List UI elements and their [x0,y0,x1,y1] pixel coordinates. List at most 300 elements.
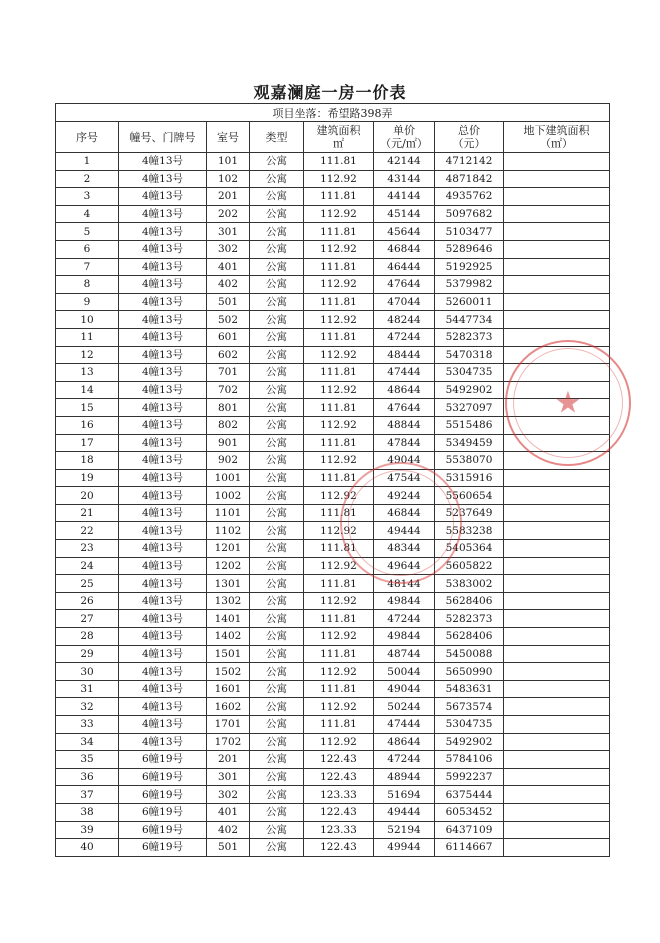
table-row [56,205,610,223]
cell-area: 111.81 [304,504,374,522]
cell-building: 4幢13号 [119,328,207,346]
cell-underground-area [504,346,610,364]
cell-underground-area [504,733,610,751]
cell-unit-price: 48644 [374,733,435,751]
cell-room: 1402 [207,628,250,646]
cell-total-price: 5784106 [435,751,504,769]
cell-unit-price: 49944 [374,839,435,857]
cell-building: 4幢13号 [119,311,207,329]
cell-building: 4幢13号 [119,346,207,364]
table-row [56,188,610,206]
cell-unit-price: 52194 [374,821,435,839]
cell-area: 112.92 [304,276,374,294]
cell-unit-price: 48244 [374,311,435,329]
table-row [56,381,610,399]
cell-room: 1701 [207,716,250,734]
cell-unit-price: 49244 [374,487,435,505]
cell-unit-price: 47844 [374,434,435,452]
cell-total-price: 5192925 [435,258,504,276]
cell-unit-price: 50044 [374,663,435,681]
cell-total-price: 4712142 [435,153,504,171]
table-row [56,592,610,610]
cell-room: 802 [207,416,250,434]
cell-type: 公寓 [250,293,304,311]
table-row [56,504,610,522]
table-row [56,821,610,839]
cell-area: 111.81 [304,434,374,452]
cell-underground-area [504,839,610,857]
cell-unit-price: 45644 [374,223,435,241]
cell-total-price: 5492902 [435,733,504,751]
cell-area: 112.92 [304,240,374,258]
cell-underground-area [504,328,610,346]
cell-seq: 39 [56,821,119,839]
cell-room: 202 [207,205,250,223]
cell-room: 501 [207,293,250,311]
cell-seq: 36 [56,768,119,786]
cell-room: 1601 [207,680,250,698]
cell-room: 401 [207,258,250,276]
table-row [56,364,610,382]
cell-building: 4幢13号 [119,364,207,382]
table-row [56,663,610,681]
header-underground-area: 地下建筑面积 （㎡） [504,122,610,153]
cell-area: 111.81 [304,575,374,593]
cell-type: 公寓 [250,346,304,364]
cell-seq: 17 [56,434,119,452]
cell-building: 6幢19号 [119,821,207,839]
table-row [56,575,610,593]
table-row [56,153,610,171]
cell-room: 302 [207,240,250,258]
cell-underground-area [504,680,610,698]
cell-unit-price: 48144 [374,575,435,593]
cell-total-price: 5349459 [435,434,504,452]
cell-building: 4幢13号 [119,258,207,276]
table-row [56,768,610,786]
cell-total-price: 5605822 [435,557,504,575]
cell-underground-area [504,381,610,399]
cell-room: 401 [207,803,250,821]
cell-underground-area [504,416,610,434]
cell-building: 4幢13号 [119,293,207,311]
cell-area: 111.81 [304,399,374,417]
table-row [56,328,610,346]
cell-total-price: 5515486 [435,416,504,434]
cell-total-price: 5483631 [435,680,504,698]
table-row [56,434,610,452]
cell-unit-price: 48344 [374,540,435,558]
cell-room: 402 [207,276,250,294]
cell-total-price: 5992237 [435,768,504,786]
cell-room: 1101 [207,504,250,522]
cell-seq: 9 [56,293,119,311]
cell-seq: 3 [56,188,119,206]
cell-building: 4幢13号 [119,487,207,505]
cell-underground-area [504,821,610,839]
cell-seq: 21 [56,504,119,522]
cell-underground-area [504,768,610,786]
cell-type: 公寓 [250,399,304,417]
cell-unit-price: 46844 [374,240,435,258]
cell-underground-area [504,469,610,487]
table-row [56,170,610,188]
table-row [56,540,610,558]
cell-building: 4幢13号 [119,434,207,452]
cell-type: 公寓 [250,223,304,241]
cell-area: 112.92 [304,733,374,751]
cell-unit-price: 47444 [374,364,435,382]
cell-room: 301 [207,223,250,241]
cell-unit-price: 48744 [374,645,435,663]
cell-underground-area [504,645,610,663]
table-row [56,522,610,540]
cell-area: 111.81 [304,258,374,276]
cell-unit-price: 44144 [374,188,435,206]
table-row [56,751,610,769]
cell-total-price: 5673574 [435,698,504,716]
cell-building: 4幢13号 [119,663,207,681]
cell-building: 4幢13号 [119,469,207,487]
cell-type: 公寓 [250,328,304,346]
cell-unit-price: 46444 [374,258,435,276]
cell-building: 4幢13号 [119,504,207,522]
cell-seq: 16 [56,416,119,434]
cell-total-price: 5289646 [435,240,504,258]
cell-area: 112.92 [304,487,374,505]
cell-area: 112.92 [304,628,374,646]
cell-seq: 29 [56,645,119,663]
cell-seq: 18 [56,452,119,470]
cell-building: 4幢13号 [119,416,207,434]
cell-area: 123.33 [304,821,374,839]
table-row [56,416,610,434]
cell-total-price: 5447734 [435,311,504,329]
cell-underground-area [504,698,610,716]
header-total-price: 总价 （元） [435,122,504,153]
cell-total-price: 5405364 [435,540,504,558]
cell-building: 4幢13号 [119,205,207,223]
cell-type: 公寓 [250,434,304,452]
cell-total-price: 5538070 [435,452,504,470]
cell-type: 公寓 [250,240,304,258]
cell-building: 4幢13号 [119,557,207,575]
cell-building: 4幢13号 [119,698,207,716]
cell-area: 111.81 [304,188,374,206]
cell-type: 公寓 [250,698,304,716]
cell-underground-area [504,663,610,681]
cell-room: 702 [207,381,250,399]
cell-type: 公寓 [250,786,304,804]
cell-area: 111.81 [304,716,374,734]
table-row [56,487,610,505]
cell-room: 1702 [207,733,250,751]
cell-total-price: 5304735 [435,364,504,382]
cell-room: 101 [207,153,250,171]
cell-unit-price: 47644 [374,399,435,417]
cell-seq: 22 [56,522,119,540]
cell-seq: 6 [56,240,119,258]
table-row [56,610,610,628]
cell-underground-area [504,205,610,223]
cell-building: 4幢13号 [119,522,207,540]
cell-underground-area [504,399,610,417]
cell-type: 公寓 [250,153,304,171]
cell-seq: 23 [56,540,119,558]
cell-area: 112.92 [304,663,374,681]
cell-room: 502 [207,311,250,329]
cell-underground-area [504,628,610,646]
cell-room: 302 [207,786,250,804]
cell-unit-price: 47244 [374,328,435,346]
cell-room: 1002 [207,487,250,505]
cell-room: 1202 [207,557,250,575]
cell-seq: 1 [56,153,119,171]
cell-room: 701 [207,364,250,382]
table-row [56,346,610,364]
cell-unit-price: 46844 [374,504,435,522]
cell-building: 6幢19号 [119,803,207,821]
cell-unit-price: 48644 [374,381,435,399]
cell-underground-area [504,311,610,329]
cell-type: 公寓 [250,751,304,769]
cell-type: 公寓 [250,311,304,329]
cell-seq: 26 [56,592,119,610]
table-row [56,469,610,487]
cell-underground-area [504,522,610,540]
cell-underground-area [504,276,610,294]
price-table [55,103,610,857]
cell-type: 公寓 [250,364,304,382]
cell-type: 公寓 [250,680,304,698]
cell-unit-price: 48844 [374,416,435,434]
cell-unit-price: 50244 [374,698,435,716]
cell-type: 公寓 [250,628,304,646]
table-row [56,276,610,294]
table-header [56,122,610,153]
cell-building: 4幢13号 [119,575,207,593]
cell-building: 4幢13号 [119,223,207,241]
cell-seq: 30 [56,663,119,681]
cell-underground-area [504,188,610,206]
cell-underground-area [504,223,610,241]
cell-building: 6幢19号 [119,786,207,804]
cell-building: 4幢13号 [119,645,207,663]
cell-type: 公寓 [250,663,304,681]
cell-type: 公寓 [250,645,304,663]
header-building: 幢号、门牌号 [119,122,207,153]
cell-total-price: 5282373 [435,610,504,628]
cell-type: 公寓 [250,205,304,223]
cell-room: 1301 [207,575,250,593]
cell-area: 112.92 [304,311,374,329]
cell-seq: 37 [56,786,119,804]
cell-seq: 40 [56,839,119,857]
cell-unit-price: 49844 [374,628,435,646]
project-location: 项目坐落：希望路398弄 [56,104,610,122]
cell-unit-price: 47244 [374,751,435,769]
table-row [56,557,610,575]
cell-total-price: 5327097 [435,399,504,417]
cell-seq: 31 [56,680,119,698]
cell-total-price: 5650990 [435,663,504,681]
cell-seq: 32 [56,698,119,716]
cell-seq: 38 [56,803,119,821]
document-title: 观嘉澜庭一房一价表 [253,83,407,102]
table-row [56,223,610,241]
cell-room: 102 [207,170,250,188]
cell-seq: 13 [56,364,119,382]
cell-total-price: 5237649 [435,504,504,522]
cell-room: 902 [207,452,250,470]
cell-type: 公寓 [250,716,304,734]
cell-underground-area [504,258,610,276]
cell-building: 4幢13号 [119,170,207,188]
cell-type: 公寓 [250,540,304,558]
cell-area: 112.92 [304,452,374,470]
cell-room: 1602 [207,698,250,716]
table-row [56,645,610,663]
table-row [56,293,610,311]
cell-total-price: 5628406 [435,592,504,610]
cell-room: 901 [207,434,250,452]
cell-seq: 2 [56,170,119,188]
cell-seq: 5 [56,223,119,241]
cell-type: 公寓 [250,522,304,540]
cell-unit-price: 49444 [374,803,435,821]
cell-type: 公寓 [250,504,304,522]
cell-room: 1102 [207,522,250,540]
cell-total-price: 5315916 [435,469,504,487]
cell-seq: 35 [56,751,119,769]
header-area: 建筑面积 ㎡ [304,122,374,153]
cell-type: 公寓 [250,452,304,470]
table-body [56,153,610,857]
cell-unit-price: 49044 [374,452,435,470]
cell-building: 4幢13号 [119,188,207,206]
cell-room: 1001 [207,469,250,487]
cell-unit-price: 42144 [374,153,435,171]
cell-area: 112.92 [304,205,374,223]
cell-total-price: 6053452 [435,803,504,821]
cell-type: 公寓 [250,469,304,487]
table-row [56,258,610,276]
table-row [56,698,610,716]
cell-underground-area [504,504,610,522]
cell-total-price: 5379982 [435,276,504,294]
cell-total-price: 5103477 [435,223,504,241]
cell-building: 6幢19号 [119,768,207,786]
cell-room: 201 [207,188,250,206]
cell-area: 111.81 [304,680,374,698]
cell-total-price: 5383002 [435,575,504,593]
cell-seq: 7 [56,258,119,276]
cell-unit-price: 49044 [374,680,435,698]
cell-type: 公寓 [250,821,304,839]
cell-area: 111.81 [304,153,374,171]
cell-area: 111.81 [304,223,374,241]
cell-unit-price: 48944 [374,768,435,786]
header-room: 室号 [207,122,250,153]
cell-underground-area [504,751,610,769]
cell-underground-area [504,487,610,505]
cell-seq: 34 [56,733,119,751]
cell-building: 4幢13号 [119,610,207,628]
table-row [56,733,610,751]
cell-room: 801 [207,399,250,417]
table-row [56,399,610,417]
cell-seq: 27 [56,610,119,628]
cell-area: 112.92 [304,416,374,434]
cell-type: 公寓 [250,803,304,821]
cell-building: 4幢13号 [119,628,207,646]
cell-underground-area [504,540,610,558]
cell-area: 112.92 [304,346,374,364]
cell-seq: 14 [56,381,119,399]
cell-unit-price: 43144 [374,170,435,188]
cell-total-price: 5097682 [435,205,504,223]
cell-underground-area [504,716,610,734]
cell-room: 1501 [207,645,250,663]
cell-total-price: 4871842 [435,170,504,188]
header-type: 类型 [250,122,304,153]
cell-type: 公寓 [250,768,304,786]
cell-area: 122.43 [304,751,374,769]
cell-building: 4幢13号 [119,716,207,734]
table-row [56,803,610,821]
cell-underground-area [504,293,610,311]
cell-type: 公寓 [250,487,304,505]
table-row [56,452,610,470]
cell-room: 1201 [207,540,250,558]
table-row [56,311,610,329]
cell-type: 公寓 [250,258,304,276]
cell-total-price: 5492902 [435,381,504,399]
cell-unit-price: 47244 [374,610,435,628]
cell-area: 112.92 [304,592,374,610]
cell-unit-price: 47544 [374,469,435,487]
cell-unit-price: 49644 [374,557,435,575]
cell-area: 112.92 [304,698,374,716]
cell-seq: 15 [56,399,119,417]
cell-seq: 25 [56,575,119,593]
cell-area: 112.92 [304,381,374,399]
cell-seq: 33 [56,716,119,734]
cell-area: 111.81 [304,540,374,558]
cell-room: 201 [207,751,250,769]
cell-unit-price: 48444 [374,346,435,364]
cell-seq: 8 [56,276,119,294]
cell-total-price: 6375444 [435,786,504,804]
cell-building: 6幢19号 [119,839,207,857]
cell-building: 4幢13号 [119,733,207,751]
cell-underground-area [504,364,610,382]
cell-total-price: 5450088 [435,645,504,663]
cell-building: 4幢13号 [119,592,207,610]
cell-seq: 11 [56,328,119,346]
cell-underground-area [504,452,610,470]
cell-unit-price: 47644 [374,276,435,294]
cell-seq: 28 [56,628,119,646]
cell-area: 111.81 [304,328,374,346]
cell-type: 公寓 [250,839,304,857]
cell-underground-area [504,240,610,258]
cell-type: 公寓 [250,381,304,399]
cell-room: 301 [207,768,250,786]
cell-type: 公寓 [250,575,304,593]
cell-type: 公寓 [250,188,304,206]
cell-underground-area [504,434,610,452]
